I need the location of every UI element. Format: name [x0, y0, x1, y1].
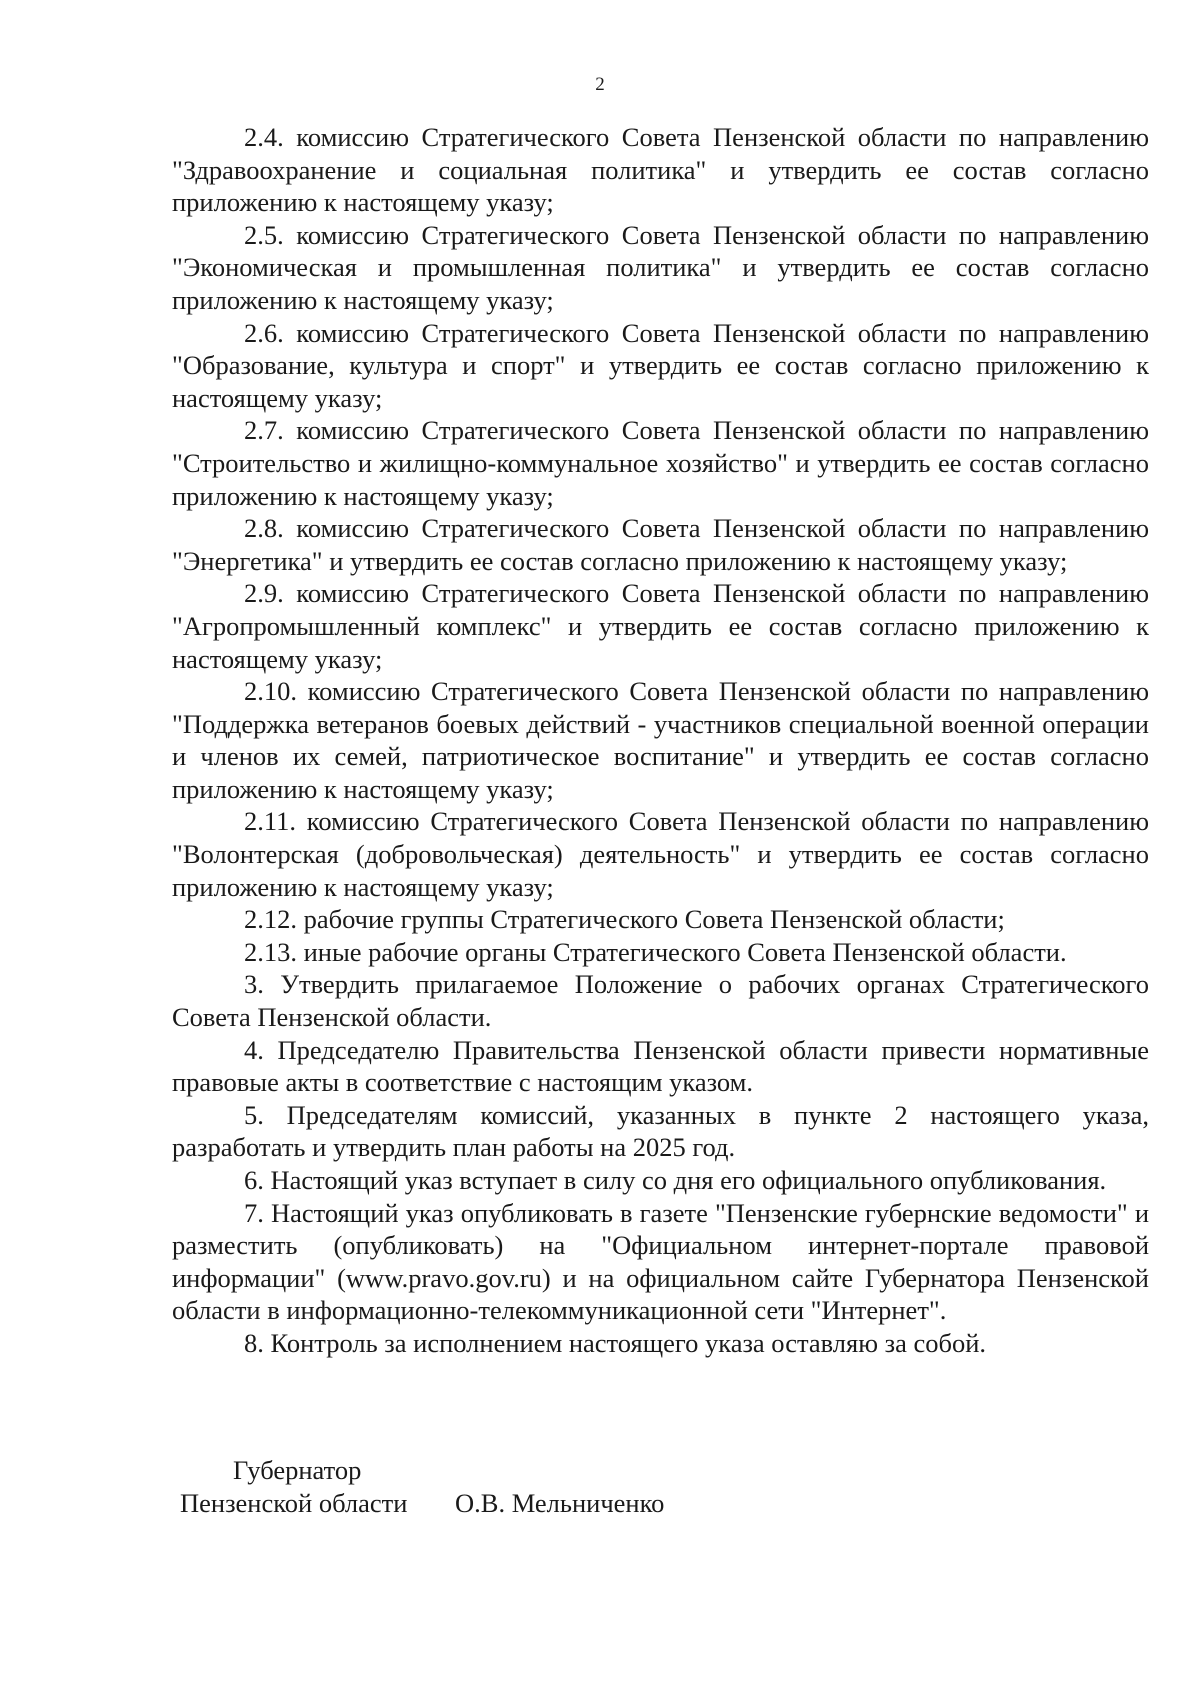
paragraph-2-11: 2.11. комиссию Стратегического Совета Пензенской области по направлению "Волонтерская (добровольческая) деятельность" и утвердить ее состав согласно приложению к настоящему указу;: [172, 806, 1149, 902]
paragraph-2-7: 2.7. комиссию Стратегического Совета Пензенской области по направлению "Строительство и жилищно-коммунальное хозяйство" и утвердить ее состав согласно приложению к настоящему указу;: [172, 415, 1149, 511]
paragraph-2-8: 2.8. комиссию Стратегического Совета Пензенской области по направлению "Энергетика" и утвердить ее состав согласно приложению к настоящему указу;: [172, 513, 1149, 576]
paragraph-5: 5. Председателям комиссий, указанных в пункте 2 настоящего указа, разработать и утвердить план работы на 2025 год.: [172, 1099, 1149, 1163]
signature-title: Губернатор: [233, 1455, 362, 1485]
paragraph-2-12: 2.12. рабочие группы Стратегического Совета Пензенской области;: [244, 904, 1005, 935]
paragraph-4: 4. Председателю Правительства Пензенской области привести нормативные правовые акты в соответствие с настоящим указом.: [172, 1034, 1149, 1098]
paragraph-6: 6. Настоящий указ вступает в силу со дня его официального опубликования.: [244, 1165, 1107, 1195]
paragraph-2-5: 2.5. комиссию Стратегического Совета Пензенской области по направлению "Экономическая и промышленная политика" и утвердить ее состав согласно приложению к настоящему указу;: [172, 219, 1149, 315]
document-body: [172, 121, 1149, 1360]
signature-region: Пензенской области: [180, 1488, 408, 1518]
paragraph-2-13: 2.13. иные рабочие органы Стратегического Совета Пензенской области.: [244, 936, 1067, 967]
paragraph-2-10: 2.10. комиссию Стратегического Совета Пензенской области по направлению "Поддержка ветеранов боевых действий - участников специальной военной операции и членов их семей, патриотическое воспитание" и утвердить ее состав согласно приложению к настоящему указу;: [172, 676, 1149, 804]
page-number: 2: [595, 74, 605, 95]
paragraph-2-6: 2.6. комиссию Стратегического Совета Пензенской области по направлению "Образование, культура и спорт" и утвердить ее состав согласно приложению к настоящему указу;: [172, 317, 1149, 413]
paragraph-2-9: 2.9. комиссию Стратегического Совета Пензенской области по направлению "Агропромышленный комплекс" и утвердить ее состав согласно приложению к настоящему указу;: [172, 578, 1149, 674]
paragraph-8: 8. Контроль за исполнением настоящего указа оставляю за собой.: [244, 1327, 987, 1358]
signature-name: О.В. Мельниченко: [455, 1488, 665, 1518]
paragraph-3: 3. Утвердить прилагаемое Положение о рабочих органах Стратегического Совета Пензенской области.: [172, 969, 1149, 1033]
paragraph-7: 7. Настоящий указ опубликовать в газете "Пензенские губернские ведомости" и разместить (опубликовать) на "Официальном интернет-портале правовой информации" (www.pravo.gov.ru) и на официальном сайте Губернатора Пензенской области в информационно-телекоммуникационной сети "Интернет".: [172, 1197, 1149, 1326]
paragraph-2-4: 2.4. комиссию Стратегического Совета Пензенской области по направлению "Здравоохранение и социальная политика" и утвердить ее состав согласно приложению к настоящему указу;: [172, 122, 1149, 218]
